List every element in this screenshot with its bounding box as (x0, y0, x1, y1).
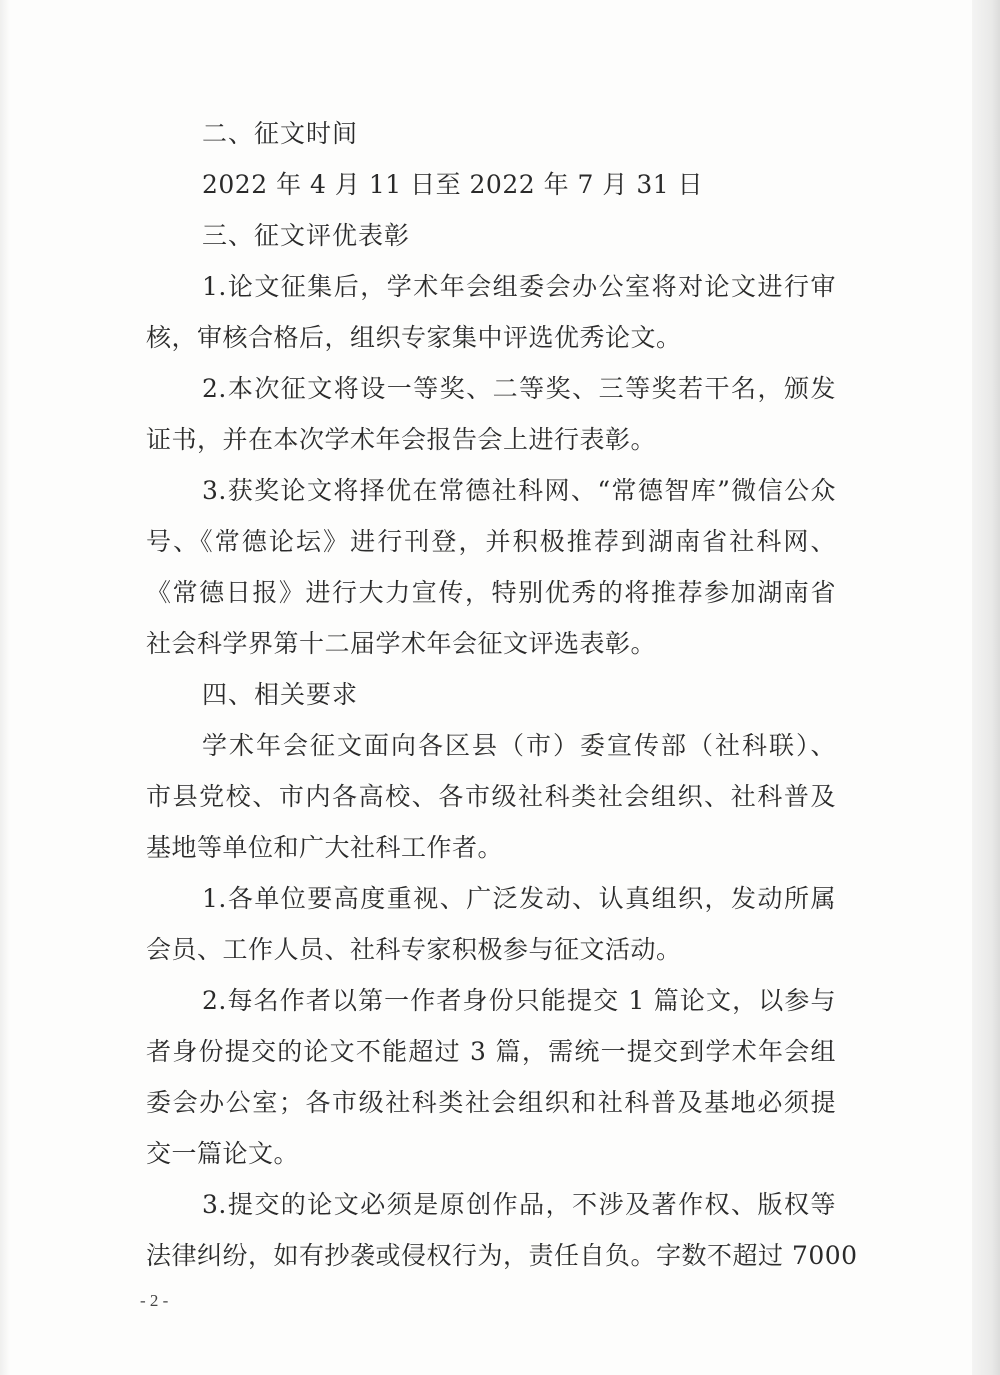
paragraph-line: 基地等单位和广大社科工作者。 (146, 833, 504, 862)
section-heading-2: 二、征文时间 (202, 119, 359, 148)
paragraph-line: 2022 年 4 月 11 日至 2022 年 7 月 31 日 (202, 170, 704, 199)
scan-left-edge (0, 0, 10, 1375)
paragraph-line: 号、《常德论坛》进行刊登，并积极推荐到湖南省社科网、 (146, 527, 836, 556)
page-number: - 2 - (140, 1291, 169, 1310)
paragraph-line: 者身份提交的论文不能超过 3 篇，需统一提交到学术年会组 (146, 1037, 836, 1066)
paragraph-line: 交一篇论文。 (146, 1139, 300, 1168)
paragraph-line: 3.获奖论文将择优在常德社科网、“常德智库”微信公众 (202, 476, 836, 505)
scan-right-edge (972, 0, 1000, 1375)
paragraph-line: 核，审核合格后，组织专家集中评选优秀论文。 (146, 323, 682, 352)
paragraph-line: 委会办公室；各市级社科类社会组织和社科普及基地必须提 (146, 1088, 836, 1117)
section-heading-3: 三、征文评优表彰 (202, 221, 411, 250)
paragraph-line: 学术年会征文面向各区县（市）委宣传部（社科联）、 (202, 731, 836, 760)
paragraph-line: 1.论文征集后，学术年会组委会办公室将对论文进行审 (202, 272, 836, 301)
paragraph-line: 会员、工作人员、社科专家积极参与征文活动。 (146, 935, 682, 964)
paragraph-line: 2.每名作者以第一作者身份只能提交 1 篇论文，以参与 (202, 986, 836, 1015)
paragraph-line: 法律纠纷，如有抄袭或侵权行为，责任自负。字数不超过 7000 (146, 1241, 858, 1270)
section-heading-4: 四、相关要求 (202, 680, 359, 709)
paragraph-line: 证书，并在本次学术年会报告会上进行表彰。 (146, 425, 657, 454)
paragraph-line: 1.各单位要高度重视、广泛发动、认真组织，发动所属 (202, 884, 836, 913)
paragraph-line: 社会科学界第十二届学术年会征文评选表彰。 (146, 629, 657, 658)
paragraph-line: 2.本次征文将设一等奖、二等奖、三等奖若干名，颁发 (202, 374, 836, 403)
paragraph-line: 市县党校、市内各高校、各市级社科类社会组织、社科普及 (146, 782, 836, 811)
paragraph-line: 3.提交的论文必须是原创作品，不涉及著作权、版权等 (202, 1190, 836, 1219)
paragraph-line: 《常德日报》进行大力宣传，特别优秀的将推荐参加湖南省 (146, 578, 836, 607)
